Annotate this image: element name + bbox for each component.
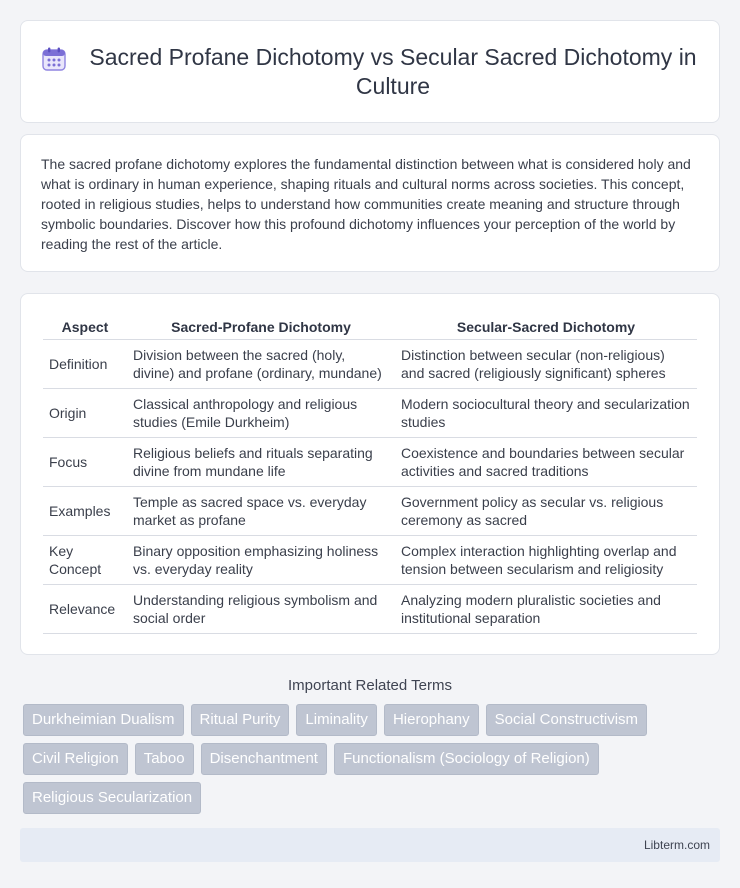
row-secular-sacred: Analyzing modern pluralistic societies and institutional separation <box>395 585 697 634</box>
tag-religious-secularization[interactable]: Religious Secularization <box>23 782 201 814</box>
footer <box>20 828 720 862</box>
row-aspect: Relevance <box>43 585 127 634</box>
row-sacred-profane: Classical anthropology and religious studies (Emile Durkheim) <box>127 389 395 438</box>
calendar-icon <box>41 46 67 72</box>
table-row <box>43 487 697 536</box>
intro-card <box>20 134 720 272</box>
row-sacred-profane: Temple as sacred space vs. everyday market as profane <box>127 487 395 536</box>
row-aspect: Key Concept <box>43 536 127 585</box>
header-secular-sacred: Secular-Sacred Dichotomy <box>395 312 697 340</box>
title-wrap <box>41 43 699 101</box>
tag-disenchantment[interactable]: Disenchantment <box>201 743 327 775</box>
tag-durkheimian-dualism[interactable]: Durkheimian Dualism <box>23 704 184 736</box>
row-sacred-profane: Religious beliefs and rituals separating divine from mundane life <box>127 438 395 487</box>
tag-social-constructivism[interactable]: Social Constructivism <box>486 704 647 736</box>
row-secular-sacred: Complex interaction highlighting overlap and tension between secularism and religiosity <box>395 536 697 585</box>
tag-hierophany[interactable]: Hierophany <box>384 704 479 736</box>
comparison-table-card <box>20 293 720 655</box>
row-sacred-profane: Division between the sacred (holy, divine) and profane (ordinary, mundane) <box>127 340 395 389</box>
row-sacred-profane: Binary opposition emphasizing holiness vs. everyday reality <box>127 536 395 585</box>
page-title: Sacred Profane Dichotomy vs Secular Sacred Dichotomy in Culture <box>89 43 697 99</box>
table-row <box>43 585 697 634</box>
related-terms-title: Important Related Terms <box>288 677 452 694</box>
table-row <box>43 340 697 389</box>
row-aspect: Origin <box>43 389 127 438</box>
row-secular-sacred: Government policy as secular vs. religious ceremony as sacred <box>395 487 697 536</box>
tag-liminality[interactable]: Liminality <box>296 704 377 736</box>
tag-functionalism[interactable]: Functionalism (Sociology of Religion) <box>334 743 599 775</box>
row-aspect: Definition <box>43 340 127 389</box>
footer-brand[interactable]: Libterm.com <box>643 838 710 852</box>
row-secular-sacred: Coexistence and boundaries between secular activities and sacred traditions <box>395 438 697 487</box>
table-row <box>43 536 697 585</box>
table-row <box>43 389 697 438</box>
row-aspect: Examples <box>43 487 127 536</box>
title-card <box>20 20 720 123</box>
tag-taboo[interactable]: Taboo <box>135 743 194 775</box>
comparison-table <box>43 312 697 634</box>
row-secular-sacred: Modern sociocultural theory and secularization studies <box>395 389 697 438</box>
related-terms-tags <box>20 704 720 814</box>
header-aspect: Aspect <box>43 312 127 340</box>
intro-paragraph: The sacred profane dichotomy explores the fundamental distinction between what is considered holy and what is ordinary in human experience, shaping rituals and cultural norms across societies. This concept, rooted in religious studies, helps to understand how communities create meaning and structure through symbolic boundaries. Discover how this profound dichotomy influences your perception of the world by reading the rest of the article. <box>41 156 691 252</box>
tag-ritual-purity[interactable]: Ritual Purity <box>191 704 290 736</box>
row-secular-sacred: Distinction between secular (non-religious) and sacred (religiously significant) spheres <box>395 340 697 389</box>
row-sacred-profane: Understanding religious symbolism and social order <box>127 585 395 634</box>
related-terms-section <box>20 677 720 814</box>
tag-civil-religion[interactable]: Civil Religion <box>23 743 128 775</box>
header-sacred-profane: Sacred-Profane Dichotomy <box>127 312 395 340</box>
row-aspect: Focus <box>43 438 127 487</box>
table-header-row <box>43 312 697 340</box>
table-row <box>43 438 697 487</box>
